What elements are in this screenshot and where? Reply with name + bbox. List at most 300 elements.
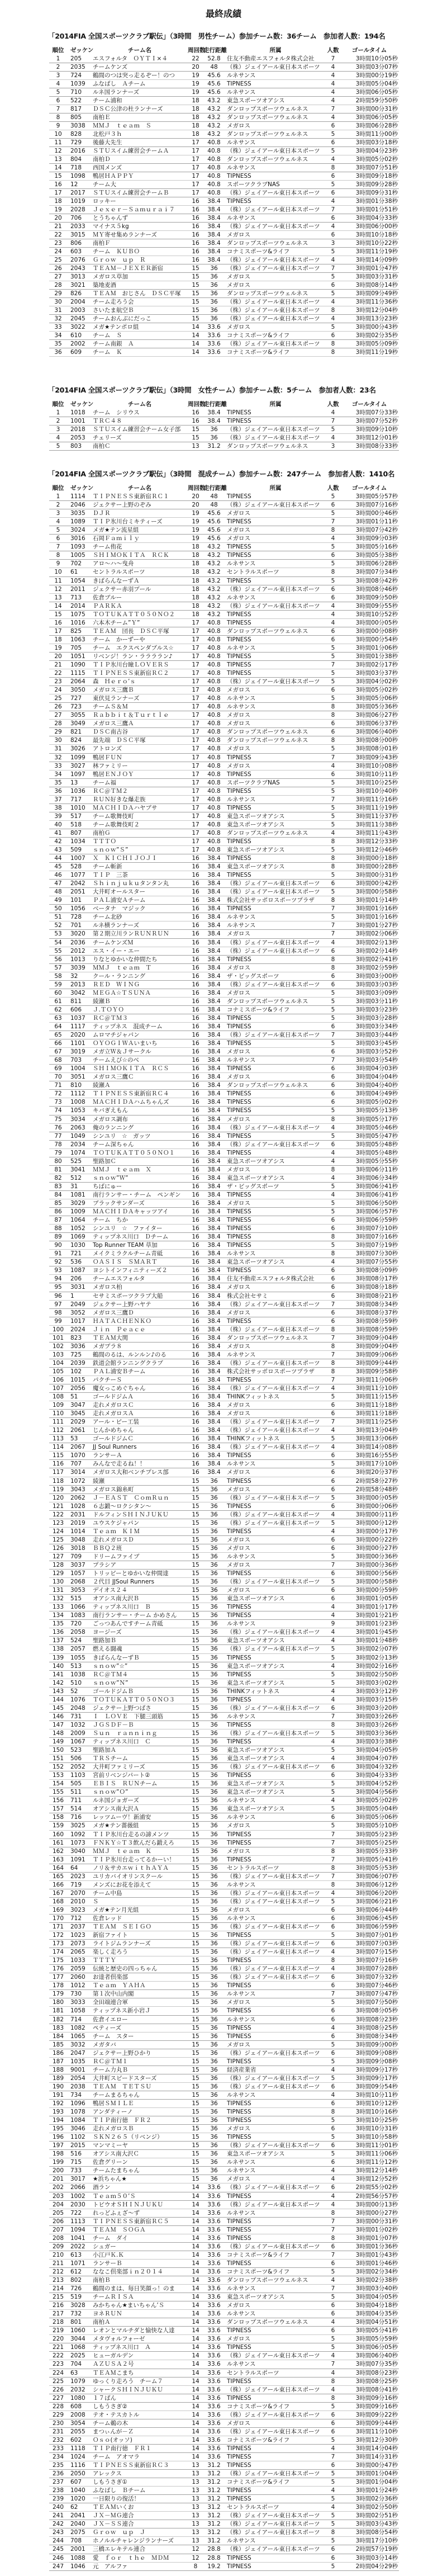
affiliation-cell: 経済産業省 bbox=[227, 2066, 256, 2073]
laps-cell: 16 bbox=[192, 1040, 199, 1047]
member-count-cell: 5 bbox=[331, 812, 335, 820]
goal-time-cell: 3時間09分22秒 bbox=[355, 2411, 398, 2418]
bib-number-cell: 519 bbox=[70, 2294, 82, 2301]
laps-cell: 16 bbox=[192, 1410, 199, 1417]
member-count-cell: 7 bbox=[331, 754, 335, 761]
goal-time-cell: 3時間04分18秒 bbox=[355, 2302, 398, 2309]
rank-cell: 11 bbox=[54, 139, 62, 146]
affiliation-cell: （株）ジェイアール東日本スポーツ bbox=[227, 2142, 320, 2149]
laps-cell: 16 bbox=[192, 1334, 199, 1341]
table-row bbox=[49, 1384, 399, 1393]
team-name-cell: 佐倉イエロー bbox=[93, 2016, 128, 2023]
team-name-cell: メガロス錦糸町 bbox=[93, 1486, 134, 1493]
column-header-member-count: 人数 bbox=[327, 485, 339, 491]
table-row bbox=[49, 1998, 399, 2007]
table-row bbox=[49, 1258, 399, 1266]
affiliation-cell: （株）ジェイアール東日本スポーツ bbox=[227, 2428, 320, 2435]
team-name-cell: ティップネス 混成チーム bbox=[93, 1023, 163, 1030]
member-count-cell: 6 bbox=[331, 1023, 335, 1030]
goal-time-cell: 3時間02分13秒 bbox=[355, 1654, 398, 1661]
affiliation-cell: 東急スポーツオアシス bbox=[227, 1157, 285, 1165]
rank-cell: 21 bbox=[54, 223, 62, 230]
laps-cell: 16 bbox=[192, 1006, 199, 1013]
team-name-cell: メガロス三鷹Ａ bbox=[93, 720, 134, 727]
laps-cell: 15 bbox=[192, 1629, 199, 1636]
affiliation-cell: （株）ジェイアール東日本スポーツ bbox=[227, 1511, 320, 1518]
team-name-cell: レオンとマルチダと愉快な人達 bbox=[93, 2327, 175, 2334]
laps-cell: 14 bbox=[192, 324, 199, 330]
bib-number-cell: 2030 bbox=[70, 2201, 85, 2208]
laps-cell: 16 bbox=[192, 972, 199, 980]
bib-number-cell: 506 bbox=[70, 1755, 82, 1762]
distance-cell: 33.6 bbox=[207, 2445, 221, 2452]
member-count-cell: 8 bbox=[331, 1326, 335, 1333]
team-name-cell: ドリームファイブ bbox=[93, 1553, 140, 1560]
bib-number-cell: 1017 bbox=[70, 1317, 85, 1325]
rank-cell: 112 bbox=[52, 1427, 64, 1434]
team-name-cell: ＴＲＳチーム bbox=[93, 1755, 128, 1762]
laps-cell: 15 bbox=[192, 2100, 199, 2107]
table-row bbox=[49, 821, 399, 829]
laps-cell: 15 bbox=[192, 1873, 199, 1880]
table-row bbox=[49, 2343, 399, 2352]
bib-number-cell: 12 bbox=[70, 181, 78, 188]
laps-cell: 15 bbox=[192, 1856, 199, 1863]
table-row bbox=[49, 2024, 399, 2033]
laps-cell: 15 bbox=[192, 1881, 199, 1888]
bib-number-cell: 1012 bbox=[70, 1982, 85, 1989]
bib-number-cell: 712 bbox=[70, 1915, 82, 1922]
distance-cell: 43.2 bbox=[207, 560, 221, 568]
team-name-cell: ＭＥＧＡ☆ＴＳＵＮＡ bbox=[93, 989, 151, 996]
team-name-cell: ユウスケジャパン bbox=[93, 1519, 140, 1526]
rank-cell: 152 bbox=[52, 1764, 64, 1771]
goal-time-cell: 3時間01分17秒 bbox=[355, 1604, 398, 1611]
affiliation-cell: メガロス bbox=[227, 1048, 250, 1056]
goal-time-cell: 3時間03分26秒 bbox=[355, 1713, 398, 1720]
affiliation-cell: TIPNESS bbox=[227, 1191, 251, 1198]
rank-cell: 58 bbox=[54, 972, 62, 980]
goal-time-cell: 3時間08分25秒 bbox=[355, 2378, 398, 2385]
member-count-cell: 8 bbox=[331, 897, 335, 904]
rank-cell: 20 bbox=[54, 653, 62, 660]
rank-cell: 42 bbox=[54, 838, 62, 845]
rank-cell: 159 bbox=[52, 1822, 64, 1830]
goal-time-cell: 3時間04分32秒 bbox=[355, 1764, 398, 1771]
distance-cell: 33.6 bbox=[207, 332, 221, 339]
distance-cell: 38.4 bbox=[207, 231, 221, 238]
team-name-cell: チーム侑花 bbox=[93, 543, 122, 551]
goal-time-cell: 3時間12分01秒 bbox=[355, 434, 398, 441]
table-row bbox=[49, 2461, 399, 2470]
team-name-cell: テオ・テスカトル bbox=[93, 2411, 140, 2418]
table-row bbox=[49, 838, 399, 846]
goal-time-cell: 3時間10分52秒 bbox=[355, 611, 398, 618]
team-name-cell: チェリーズ bbox=[93, 434, 122, 441]
affiliation-cell: メガロス bbox=[227, 1906, 250, 1913]
affiliation-cell: 東急スポーツオアシス bbox=[227, 97, 285, 104]
rank-cell: 183 bbox=[52, 2024, 64, 2031]
rank-cell: 33 bbox=[54, 762, 62, 769]
member-count-cell: 5 bbox=[331, 670, 335, 677]
goal-time-cell: 3時間00分59秒 bbox=[355, 1587, 398, 1594]
member-count-cell: 7 bbox=[331, 2453, 335, 2460]
team-name-cell: ＢＢＱ２班 bbox=[93, 1544, 122, 1552]
bib-number-cell: 1092 bbox=[70, 1831, 85, 1838]
laps-cell: 16 bbox=[192, 1233, 199, 1241]
goal-time-cell: 3時間06分05秒 bbox=[355, 89, 398, 96]
bib-number-cell: 3025 bbox=[70, 1822, 85, 1830]
bib-number-cell: 2065 bbox=[70, 1949, 85, 1956]
team-name-cell: 鶴間のるは、ルンルン♪のる bbox=[93, 1351, 167, 1358]
member-count-cell: 4 bbox=[331, 1612, 335, 1619]
rank-cell: 9 bbox=[56, 560, 60, 568]
member-count-cell: 4 bbox=[331, 315, 335, 322]
team-name-cell: まつぃんが－Ｚ bbox=[93, 2428, 134, 2435]
goal-time-cell: 3時間06分11秒 bbox=[355, 1166, 398, 1173]
affiliation-cell: （株）ジェイアール東日本スポーツ bbox=[227, 1419, 320, 1426]
table-row bbox=[49, 2243, 399, 2251]
team-name-cell: ＴＩＰＮＥＳＳ東新宿ＲＣ２ bbox=[93, 670, 169, 677]
distance-cell: 40.8 bbox=[207, 619, 221, 626]
affiliation-cell: TIPNESS bbox=[227, 2394, 251, 2402]
bib-number-cell: 731 bbox=[70, 1713, 82, 1720]
laps-cell: 17 bbox=[192, 712, 199, 719]
laps-cell: 16 bbox=[192, 1014, 199, 1022]
member-count-cell: 4 bbox=[331, 1157, 335, 1165]
table-row bbox=[49, 72, 399, 80]
column-header-rank: 順位 bbox=[52, 401, 64, 408]
team-name-cell: みかちゃん★まいちゃん’Ｓ bbox=[93, 2302, 165, 2309]
table-row bbox=[49, 434, 399, 442]
table-row bbox=[49, 197, 399, 206]
bib-number-cell: 206 bbox=[70, 1275, 82, 1283]
affiliation-cell: メガロス bbox=[227, 1587, 250, 1594]
distance-cell: 43.2 bbox=[207, 602, 221, 609]
affiliation-cell: （株）ジェイアール東日本スポーツ bbox=[227, 2352, 320, 2360]
bib-number-cell: 3043 bbox=[70, 1486, 85, 1493]
affiliation-cell: 東急スポーツオアシス bbox=[227, 1174, 285, 1181]
rank-cell: 167 bbox=[52, 1889, 64, 1897]
member-count-cell: 6 bbox=[331, 947, 335, 954]
table-row bbox=[49, 1679, 399, 1688]
member-count-cell: 7 bbox=[331, 1334, 335, 1341]
goal-time-cell: 3時間06分21秒 bbox=[355, 1898, 398, 1905]
affiliation-cell: （株）ジェイアール東日本スポーツ bbox=[227, 602, 320, 609]
table-row bbox=[49, 560, 399, 568]
bib-number-cell: 2059 bbox=[70, 1965, 85, 1973]
rank-cell: 104 bbox=[52, 1359, 64, 1367]
member-count-cell: 6 bbox=[331, 1284, 335, 1291]
member-count-cell: 5 bbox=[331, 290, 335, 297]
table-row bbox=[49, 2183, 399, 2192]
affiliation-cell: TIPNESS bbox=[227, 2117, 251, 2124]
rank-cell: 89 bbox=[54, 1233, 62, 1241]
team-name-cell: チーム Ｋ bbox=[93, 349, 122, 356]
affiliation-cell: TIPNESS bbox=[227, 2563, 251, 2570]
distance-cell: 38.4 bbox=[207, 998, 221, 1005]
affiliation-cell: メガロス bbox=[227, 527, 250, 534]
affiliation-cell: ルネサンス bbox=[227, 2091, 256, 2098]
bib-number-cell: 2002 bbox=[70, 341, 85, 347]
bib-number-cell: 3042 bbox=[70, 989, 85, 996]
member-count-cell: 5 bbox=[331, 1805, 335, 1813]
affiliation-cell: TIPNESS bbox=[227, 872, 251, 879]
bib-number-cell: 2051 bbox=[70, 888, 85, 896]
team-name-cell: ＴＴＴＹ bbox=[93, 1957, 116, 1964]
goal-time-cell: 3時間01分21秒 bbox=[355, 1612, 398, 1619]
goal-time-cell: 3時間07分16秒 bbox=[355, 502, 398, 509]
goal-time-cell: 3時間03分54秒 bbox=[355, 1057, 398, 1064]
team-name-cell: ゴールドジムＢ bbox=[93, 1688, 134, 1695]
table-row bbox=[49, 1410, 399, 1418]
table-row bbox=[49, 1141, 399, 1149]
table-row bbox=[49, 1149, 399, 1157]
member-count-cell: 6 bbox=[331, 687, 335, 694]
member-count-cell: 8 bbox=[331, 1368, 335, 1375]
bib-number-cell: 806 bbox=[70, 240, 82, 247]
table-row bbox=[49, 535, 399, 543]
member-count-cell: 5 bbox=[331, 2150, 335, 2158]
table-row bbox=[49, 2487, 399, 2495]
rank-cell: 237 bbox=[52, 2479, 64, 2486]
team-name-cell: 愛 ｆｏｒ ｔｈｅ ＭＤＭ bbox=[93, 2554, 169, 2561]
affiliation-cell: ルネサンス bbox=[227, 1915, 256, 1922]
affiliation-cell: ダンロップスポーツウェルネス bbox=[227, 131, 308, 138]
goal-time-cell: 3時間06分50秒 bbox=[355, 1199, 398, 1207]
table-row bbox=[49, 930, 399, 938]
rank-cell: 150 bbox=[52, 1747, 64, 1754]
team-name-cell: ふなばし Ｂチーム bbox=[93, 2487, 146, 2494]
laps-cell: 15 bbox=[192, 426, 199, 433]
table-row bbox=[49, 2301, 399, 2310]
member-count-cell: 4 bbox=[331, 602, 335, 609]
distance-cell: 36 bbox=[210, 2150, 218, 2158]
goal-time-cell: 3時間07分15秒 bbox=[355, 1949, 398, 1956]
rank-cell: 169 bbox=[52, 1906, 64, 1913]
laps-cell: 17 bbox=[192, 156, 199, 163]
team-name-cell: マイナス５kg bbox=[93, 223, 129, 230]
rank-cell: 98 bbox=[54, 1309, 62, 1316]
laps-cell: 15 bbox=[192, 1502, 199, 1510]
rank-cell: 166 bbox=[52, 1881, 64, 1888]
distance-cell: 38.4 bbox=[207, 855, 221, 862]
table-row bbox=[49, 1241, 399, 1250]
affiliation-cell: ルネサンス bbox=[227, 2285, 256, 2293]
table-row bbox=[49, 332, 399, 340]
team-name-cell: チーム鵜の木 bbox=[93, 2419, 128, 2427]
distance-cell: 36 bbox=[210, 1999, 218, 2006]
laps-cell: 19 bbox=[192, 535, 199, 542]
laps-cell: 13 bbox=[192, 2470, 199, 2478]
rank-cell: 2 bbox=[56, 418, 60, 424]
table-row bbox=[49, 1611, 399, 1620]
team-name-cell: Ｇｒｏｗ ｕｐ Ｒ bbox=[93, 257, 146, 263]
team-name-cell: Ｒａｂｂｉｔ＆Ｔｕｒｔｌｅ bbox=[93, 712, 169, 719]
laps-cell: 20 bbox=[192, 493, 199, 500]
member-count-cell: 5 bbox=[331, 1208, 335, 1216]
distance-cell: 36 bbox=[210, 2117, 218, 2124]
rank-cell: 220 bbox=[52, 2336, 64, 2343]
bib-number-cell: 2011 bbox=[70, 585, 85, 593]
distance-cell: 33.6 bbox=[207, 2201, 221, 2208]
rank-cell: 18 bbox=[54, 636, 62, 643]
goal-time-cell: 3時間11分36秒 bbox=[355, 299, 398, 305]
results-section-men bbox=[49, 31, 399, 357]
bib-number-cell: 1034 bbox=[70, 838, 85, 845]
table-row bbox=[49, 1124, 399, 1132]
goal-time-cell: 3時間07分33秒 bbox=[355, 409, 398, 416]
bib-number-cell: 509 bbox=[70, 847, 82, 854]
rank-cell: 209 bbox=[52, 2243, 64, 2250]
member-count-cell: 5 bbox=[331, 1107, 335, 1114]
affiliation-cell: ルネサンス bbox=[227, 2167, 256, 2175]
laps-cell: 16 bbox=[192, 1469, 199, 1476]
team-name-cell: チーム走ろう会 bbox=[93, 299, 134, 305]
affiliation-cell: （株）ジェイアール東日本スポーツ bbox=[227, 1889, 320, 1897]
bib-number-cell: 716 bbox=[70, 1814, 82, 1821]
table-row bbox=[49, 1915, 399, 1923]
bib-number-cell: 3028 bbox=[70, 2302, 85, 2309]
goal-time-cell: 3時間07分50秒 bbox=[355, 1999, 398, 2006]
distance-cell: 36 bbox=[210, 2125, 218, 2133]
member-count-cell: 5 bbox=[331, 779, 335, 786]
bib-number-cell: 1057 bbox=[70, 1570, 85, 1577]
bib-number-cell: 2023 bbox=[70, 1873, 85, 1880]
goal-time-cell: 3時間06分44秒 bbox=[355, 1906, 398, 1913]
table-row bbox=[49, 1225, 399, 1233]
member-count-cell: 6 bbox=[331, 2243, 335, 2250]
affiliation-cell: TIPNESS bbox=[227, 855, 251, 862]
goal-time-cell: 3時間05分04秒 bbox=[355, 81, 398, 87]
affiliation-cell: メガロス bbox=[227, 1199, 250, 1207]
distance-cell: 38.4 bbox=[207, 223, 221, 230]
column-header-bib-number: ゼッケン bbox=[70, 485, 94, 491]
rank-cell: 27 bbox=[54, 273, 62, 280]
goal-time-cell: 3時間01分46秒 bbox=[355, 2260, 398, 2267]
rank-cell: 10 bbox=[54, 569, 62, 576]
table-row bbox=[49, 114, 399, 122]
member-count-cell: 5 bbox=[331, 1671, 335, 1678]
rank-cell: 201 bbox=[52, 2176, 64, 2183]
rank-cell: 11 bbox=[54, 577, 62, 584]
goal-time-cell: 3時間02分14秒 bbox=[355, 947, 398, 954]
distance-cell: 38.4 bbox=[207, 1057, 221, 1064]
team-name-cell: 佐倉レッド bbox=[93, 1915, 122, 1922]
table-row bbox=[49, 1435, 399, 1443]
laps-cell: 17 bbox=[192, 678, 199, 686]
team-name-cell: ＴＴＴＯ bbox=[93, 838, 116, 845]
table-row bbox=[49, 1477, 399, 1486]
team-name-cell: ＪＧＳＤＦ－Ｂ bbox=[93, 1721, 134, 1728]
distance-cell: 33.6 bbox=[207, 2294, 221, 2301]
goal-time-cell: 3時間00分22秒 bbox=[355, 1536, 398, 1543]
goal-time-cell: 3時間06分05秒 bbox=[355, 114, 398, 121]
member-count-cell: 5 bbox=[331, 1780, 335, 1788]
member-count-cell: 5 bbox=[331, 1183, 335, 1190]
team-name-cell: 燃える闘魂 bbox=[93, 1646, 122, 1653]
laps-cell: 8 bbox=[193, 2563, 198, 2570]
laps-cell: 16 bbox=[192, 1376, 199, 1383]
goal-time-cell: 3時間10分05秒 bbox=[355, 55, 398, 62]
distance-cell: 33.6 bbox=[207, 2403, 221, 2410]
distance-cell: 38.4 bbox=[207, 897, 221, 904]
table-row bbox=[49, 972, 399, 981]
distance-cell: 36 bbox=[210, 315, 218, 322]
bib-number-cell: 2018 bbox=[70, 426, 85, 433]
goal-time-cell: 3時間09分08秒 bbox=[355, 2049, 398, 2057]
affiliation-cell: 東急スポーツオアシス bbox=[227, 1679, 285, 1686]
rank-cell: 246 bbox=[52, 2554, 64, 2561]
affiliation-cell: （株）ジェイアール東日本スポーツ bbox=[227, 2083, 320, 2090]
laps-cell: 15 bbox=[192, 1923, 199, 1931]
laps-cell: 16 bbox=[192, 1099, 199, 1106]
bib-number-cell: 1084 bbox=[70, 2117, 85, 2124]
affiliation-cell: TIPNESS bbox=[227, 619, 251, 626]
goal-time-cell: 3時間08分01秒 bbox=[355, 745, 398, 753]
bib-number-cell: 1090 bbox=[70, 661, 85, 668]
bib-number-cell: 719 bbox=[70, 1881, 82, 1888]
goal-time-cell: 3時間06分28秒 bbox=[355, 122, 398, 129]
distance-cell: 38.4 bbox=[207, 1023, 221, 1030]
laps-cell: 16 bbox=[192, 1132, 199, 1140]
team-name-cell: ＤＪＲ bbox=[93, 510, 111, 517]
rank-cell: 223 bbox=[52, 2361, 64, 2368]
team-name-cell: チーム シリウス bbox=[93, 409, 140, 416]
team-name-cell: ｓｎｏｗ”Ｎ” bbox=[93, 1679, 129, 1686]
distance-cell: 33.6 bbox=[207, 2260, 221, 2267]
team-name-cell: メガロス三鷹Ｂ bbox=[93, 687, 134, 694]
bib-number-cell: 609 bbox=[70, 349, 82, 356]
bib-number-cell: 721 bbox=[70, 1250, 82, 1258]
laps-cell: 15 bbox=[192, 1780, 199, 1788]
laps-cell: 16 bbox=[192, 1275, 199, 1283]
goal-time-cell: 3時間09分49秒 bbox=[355, 290, 398, 297]
rank-cell: 23 bbox=[54, 678, 62, 686]
table-row bbox=[49, 1628, 399, 1637]
distance-cell: 33.6 bbox=[207, 2436, 221, 2443]
affiliation-cell: ダンロップスポーツウェルネス bbox=[227, 737, 308, 744]
bib-number-cell: 722 bbox=[70, 2209, 82, 2216]
rank-cell: 69 bbox=[54, 1065, 62, 1072]
distance-cell: 43.2 bbox=[207, 543, 221, 551]
table-row bbox=[49, 2470, 399, 2478]
distance-cell: 48 bbox=[210, 64, 218, 70]
member-count-cell: 6 bbox=[331, 2083, 335, 2090]
goal-time-cell: 3時間00分05秒 bbox=[355, 1494, 398, 1501]
team-name-cell: ｓｎｏｗ”☆” bbox=[93, 1662, 128, 1670]
rank-cell: 14 bbox=[54, 602, 62, 609]
member-count-cell: 6 bbox=[331, 1974, 335, 1981]
table-row bbox=[49, 981, 399, 989]
team-name-cell: 鴨居ＨＡＰＰＹ bbox=[93, 173, 134, 179]
distance-cell: 36 bbox=[210, 2176, 218, 2183]
member-count-cell: 4 bbox=[331, 1259, 335, 1266]
table-row bbox=[49, 1561, 399, 1570]
rank-cell: 5 bbox=[56, 443, 60, 450]
team-name-cell: ふなばし Ａチーム bbox=[93, 81, 146, 87]
team-name-cell: ＴＥＡＭ ＴＥＴＳＵ bbox=[93, 2083, 151, 2090]
affiliation-cell: ダンロップスポーツウェルネス bbox=[227, 2276, 308, 2284]
rank-cell: 7 bbox=[56, 543, 60, 551]
table-row bbox=[49, 1081, 399, 1090]
affiliation-cell: THINKフィットネス bbox=[227, 1435, 280, 1443]
distance-cell: 40.8 bbox=[207, 729, 221, 736]
bib-number-cell: 3054 bbox=[70, 2419, 85, 2427]
goal-time-cell: 3時間14分31秒 bbox=[355, 2453, 398, 2460]
team-name-cell: パクチーＳ bbox=[93, 1376, 122, 1383]
goal-time-cell: 3時間02分41秒 bbox=[355, 956, 398, 963]
